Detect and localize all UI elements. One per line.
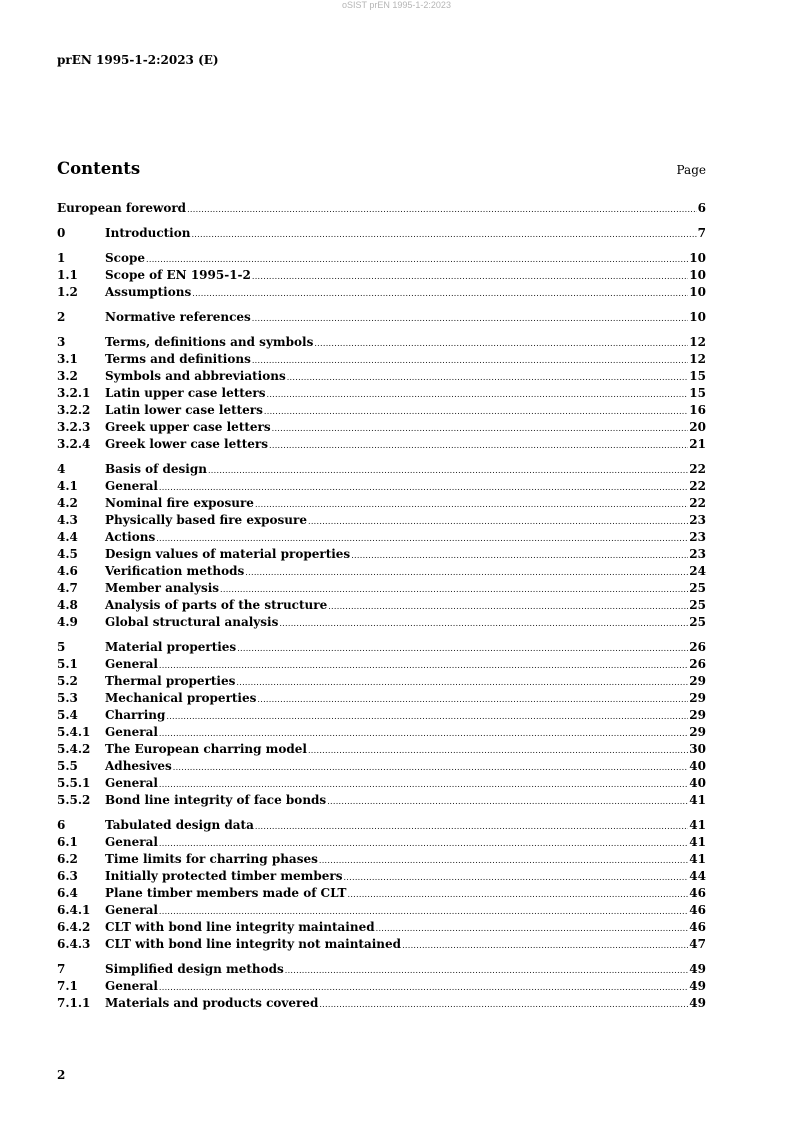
toc-entry[interactable] [57,461,706,478]
toc-entry-number: 6.2 [57,852,78,866]
toc-entry[interactable] [57,741,706,758]
toc-entry-title[interactable]: Material properties [105,640,237,654]
toc-entry-page: 15 [689,369,706,383]
toc-entry-page: 30 [689,742,706,756]
toc-entry-page: 41 [689,835,706,849]
toc-entry-title[interactable]: Scope of EN 1995-1-2 [105,268,251,282]
toc-entry-title[interactable]: Charring [105,708,166,722]
toc-entry-title[interactable]: Actions [105,530,156,544]
toc-dot-leader [159,657,688,674]
toc-dot-leader [220,581,688,598]
toc-entry-number: 3.2.3 [57,420,91,434]
toc-group-gap [57,242,706,250]
toc-dot-leader [348,886,689,903]
toc-entry-title[interactable]: General [105,979,158,993]
toc-entry-title[interactable]: Mechanical properties [105,691,257,705]
toc-entry-title[interactable]: Plane timber members made of CLT [105,886,347,900]
toc-entry-page: 23 [689,547,706,561]
toc-entry-page: 29 [689,674,706,688]
toc-entry[interactable] [57,495,706,512]
toc-entry-number: 4.1 [57,479,78,493]
toc-entry-page: 22 [689,462,706,476]
toc-entry-number: 4.9 [57,615,78,629]
toc-entry-title[interactable]: Time limits for charring phases [105,852,318,866]
toc-entry-number: 6.4.3 [57,937,91,951]
toc-entry[interactable] [57,334,706,351]
toc-group-gap [57,631,706,639]
toc-entry-title[interactable]: General [105,657,158,671]
toc-entry-number: 5 [57,640,66,654]
toc-entry-page: 40 [689,759,706,773]
toc-entry-title[interactable]: Terms and definitions [105,352,251,366]
toc-entry[interactable] [57,436,706,453]
toc-entry-page: 41 [689,852,706,866]
toc-entry-number: 7.1.1 [57,996,91,1010]
toc-dot-leader [314,335,688,352]
toc-entry-number: 3 [57,335,66,349]
page-number: 2 [57,1068,66,1082]
table-of-contents [57,200,706,1012]
toc-entry[interactable] [57,817,706,834]
toc-group-gap [57,453,706,461]
toc-entry-title[interactable]: Latin lower case letters [105,403,263,417]
toc-entry[interactable] [57,529,706,546]
toc-entry-number: 6.3 [57,869,78,883]
toc-dot-leader [192,285,688,302]
toc-entry-page: 49 [689,979,706,993]
toc-entry-number: 4.7 [57,581,78,595]
toc-dot-leader [272,420,689,437]
contents-heading: Contents [57,159,141,178]
toc-entry-title[interactable]: Physically based fire exposure [105,513,307,527]
toc-entry-page: 22 [689,479,706,493]
toc-dot-leader [159,835,688,852]
toc-entry[interactable] [57,792,706,809]
toc-dot-leader [255,818,688,835]
toc-group-gap [57,809,706,817]
toc-entry[interactable] [57,758,706,775]
toc-entry-page: 12 [689,335,706,349]
toc-dot-leader [156,530,688,547]
toc-entry[interactable] [57,597,706,614]
toc-entry-page: 29 [689,691,706,705]
toc-entry[interactable] [57,546,706,563]
toc-entry-page: 21 [689,437,706,451]
toc-entry-number: 7 [57,962,66,976]
toc-entry-page: 44 [689,869,706,883]
toc-entry-number: 3.2.4 [57,437,91,451]
toc-entry-page: 10 [689,268,706,282]
toc-entry-title[interactable]: Scope [105,251,146,265]
toc-entry-page: 26 [689,657,706,671]
toc-entry-page: 26 [689,640,706,654]
toc-entry[interactable] [57,690,706,707]
toc-entry[interactable] [57,200,706,217]
toc-entry-number: 1 [57,251,66,265]
toc-dot-leader [402,937,688,954]
toc-dot-leader [376,920,689,937]
toc-entry-title[interactable]: Greek lower case letters [105,437,269,451]
toc-dot-leader [328,598,688,615]
toc-entry-page: 41 [689,818,706,832]
toc-entry-page: 15 [689,386,706,400]
toc-dot-leader [208,462,688,479]
toc-dot-leader [236,674,688,691]
toc-dot-leader [252,352,688,369]
toc-entry[interactable] [57,775,706,792]
toc-entry-number: 3.2.1 [57,386,91,400]
toc-dot-leader [319,996,688,1013]
toc-dot-leader [285,962,689,979]
toc-entry-page: 29 [689,725,706,739]
toc-dot-leader [264,403,688,420]
toc-entry[interactable] [57,868,706,885]
toc-entry[interactable] [57,851,706,868]
toc-dot-leader [252,268,688,285]
toc-dot-leader [159,903,688,920]
toc-entry-title[interactable]: Design values of material properties [105,547,351,561]
toc-entry-number: 5.4 [57,708,78,722]
toc-dot-leader [191,226,696,243]
toc-dot-leader [255,496,688,513]
toc-entry-page: 25 [689,615,706,629]
toc-entry-number: 5.4.2 [57,742,91,756]
toc-entry-number: 1.1 [57,268,78,282]
toc-entry-number: 6.4 [57,886,78,900]
toc-entry[interactable] [57,267,706,284]
toc-entry-page: 25 [689,581,706,595]
toc-dot-leader [166,708,688,725]
toc-entry-number: 4.4 [57,530,78,544]
toc-entry[interactable] [57,419,706,436]
toc-entry-title[interactable]: General [105,776,158,790]
toc-entry-number: 6.1 [57,835,78,849]
toc-entry-title[interactable]: General [105,725,158,739]
toc-entry-page: 24 [689,564,706,578]
toc-entry-number: 4.5 [57,547,78,561]
toc-entry-page: 46 [689,903,706,917]
toc-dot-leader [287,369,689,386]
toc-entry[interactable] [57,225,706,242]
toc-entry-number: 3.2.2 [57,403,91,417]
toc-entry-number: 4.2 [57,496,78,510]
toc-dot-leader [159,776,688,793]
toc-dot-leader [237,640,688,657]
toc-entry-title[interactable]: Tabulated design data [105,818,254,832]
toc-dot-leader [187,201,697,218]
toc-entry-title[interactable]: CLT with bond line integrity not maintained [105,937,402,951]
toc-entry-number: 4.8 [57,598,78,612]
toc-entry-title[interactable]: Member analysis [105,581,220,595]
toc-entry-number: 5.3 [57,691,78,705]
toc-entry-number: 4 [57,462,66,476]
toc-entry[interactable] [57,724,706,741]
toc-dot-leader [351,547,688,564]
toc-group-gap [57,301,706,309]
toc-entry[interactable] [57,936,706,953]
toc-entry-number: 1.2 [57,285,78,299]
toc-dot-leader [173,759,689,776]
toc-group-gap [57,217,706,225]
toc-entry[interactable] [57,512,706,529]
toc-entry-page: 23 [689,530,706,544]
toc-entry-title[interactable]: Verification methods [105,564,245,578]
toc-dot-leader [159,479,688,496]
toc-entry-page: 49 [689,962,706,976]
toc-dot-leader [279,615,688,632]
toc-entry[interactable] [57,580,706,597]
toc-entry-page: 23 [689,513,706,527]
toc-entry-number: 5.1 [57,657,78,671]
toc-entry-page: 10 [689,285,706,299]
toc-entry[interactable] [57,614,706,631]
page-column-label: Page [676,163,706,177]
toc-entry-title[interactable]: Assumptions [105,285,192,299]
document-id: prEN 1995-1-2:2023 (E) [57,53,219,67]
toc-entry[interactable] [57,309,706,326]
toc-entry-page: 41 [689,793,706,807]
toc-entry-number: 6 [57,818,66,832]
toc-dot-leader [319,852,688,869]
toc-entry-number: 5.2 [57,674,78,688]
toc-entry-page: 40 [689,776,706,790]
toc-entry-number: 4.6 [57,564,78,578]
toc-dot-leader [146,251,688,268]
toc-dot-leader [269,437,688,454]
toc-entry-number: 3.1 [57,352,78,366]
toc-entry-number: 7.1 [57,979,78,993]
toc-entry-title[interactable]: General [105,903,158,917]
toc-dot-leader [267,386,689,403]
toc-entry-number: 2 [57,310,66,324]
toc-entry-page: 16 [689,403,706,417]
toc-entry-page: 29 [689,708,706,722]
toc-entry-title[interactable]: Nominal fire exposure [105,496,254,510]
toc-entry-page: 10 [689,310,706,324]
toc-entry-number: 6.4.1 [57,903,91,917]
toc-entry-title[interactable]: Normative references [105,310,251,324]
toc-dot-leader [308,742,688,759]
toc-entry-title[interactable]: Greek upper case letters [105,420,271,434]
toc-entry-number: 6.4.2 [57,920,91,934]
toc-dot-leader [343,869,688,886]
toc-entry-number: 5.5.2 [57,793,91,807]
toc-entry-title[interactable]: Symbols and abbreviations [105,369,286,383]
toc-entry-title[interactable]: Simplified design methods [105,962,284,976]
toc-entry[interactable] [57,639,706,656]
toc-entry[interactable] [57,995,706,1012]
toc-entry-page: 47 [689,937,706,951]
toc-entry-title[interactable]: Thermal properties [105,674,236,688]
toc-entry[interactable] [57,834,706,851]
toc-entry-page: 7 [697,226,706,240]
toc-entry-title[interactable]: Latin upper case letters [105,386,266,400]
toc-entry-title[interactable]: Bond line integrity of face bonds [105,793,327,807]
toc-entry-title[interactable]: Introduction [105,226,191,240]
toc-entry[interactable] [57,402,706,419]
toc-entry-title[interactable]: General [105,835,158,849]
toc-entry-title[interactable]: The European charring model [105,742,307,756]
toc-entry-number: 4.3 [57,513,78,527]
toc-entry-title[interactable]: Basis of design [105,462,207,476]
toc-entry-page: 6 [697,201,706,215]
toc-entry-number: 5.5.1 [57,776,91,790]
toc-entry[interactable] [57,385,706,402]
toc-entry-page: 46 [689,886,706,900]
toc-dot-leader [327,793,688,810]
toc-entry[interactable] [57,250,706,267]
toc-dot-leader [245,564,688,581]
toc-dot-leader [159,725,688,742]
toc-entry-title[interactable]: Adhesives [105,759,172,773]
toc-entry[interactable] [57,707,706,724]
toc-dot-leader [159,979,688,996]
toc-entry-title[interactable]: Materials and products covered [105,996,319,1010]
toc-entry[interactable] [57,656,706,673]
toc-entry[interactable] [57,673,706,690]
toc-entry[interactable] [57,919,706,936]
toc-entry-title[interactable]: Global structural analysis [105,615,279,629]
toc-entry[interactable] [57,478,706,495]
toc-entry-page: 20 [689,420,706,434]
toc-entry-title[interactable]: Analysis of parts of the structure [105,598,328,612]
toc-entry-number: 5.4.1 [57,725,91,739]
toc-entry-title[interactable]: European foreword [57,201,187,215]
toc-entry-number: 3.2 [57,369,78,383]
toc-dot-leader [257,691,688,708]
toc-entry-page: 22 [689,496,706,510]
toc-entry-page: 10 [689,251,706,265]
toc-entry-number: 5.5 [57,759,78,773]
toc-entry-title[interactable]: Terms, definitions and symbols [105,335,314,349]
toc-entry-title[interactable]: General [105,479,158,493]
toc-dot-leader [252,310,689,327]
toc-entry-title[interactable]: CLT with bond line integrity maintained [105,920,375,934]
toc-dot-leader [308,513,688,530]
toc-entry[interactable] [57,351,706,368]
toc-entry[interactable] [57,961,706,978]
toc-entry[interactable] [57,978,706,995]
toc-entry-number: 0 [57,226,66,240]
toc-entry[interactable] [57,368,706,385]
toc-entry[interactable] [57,563,706,580]
toc-entry-page: 12 [689,352,706,366]
toc-entry[interactable] [57,902,706,919]
toc-entry-page: 49 [689,996,706,1010]
toc-group-gap [57,953,706,961]
toc-entry[interactable] [57,885,706,902]
toc-entry-title[interactable]: Initially protected timber members [105,869,343,883]
toc-entry[interactable] [57,284,706,301]
toc-group-gap [57,326,706,334]
watermark: oSIST prEN 1995-1-2:2023 [342,0,451,10]
toc-entry-page: 46 [689,920,706,934]
toc-entry-page: 25 [689,598,706,612]
